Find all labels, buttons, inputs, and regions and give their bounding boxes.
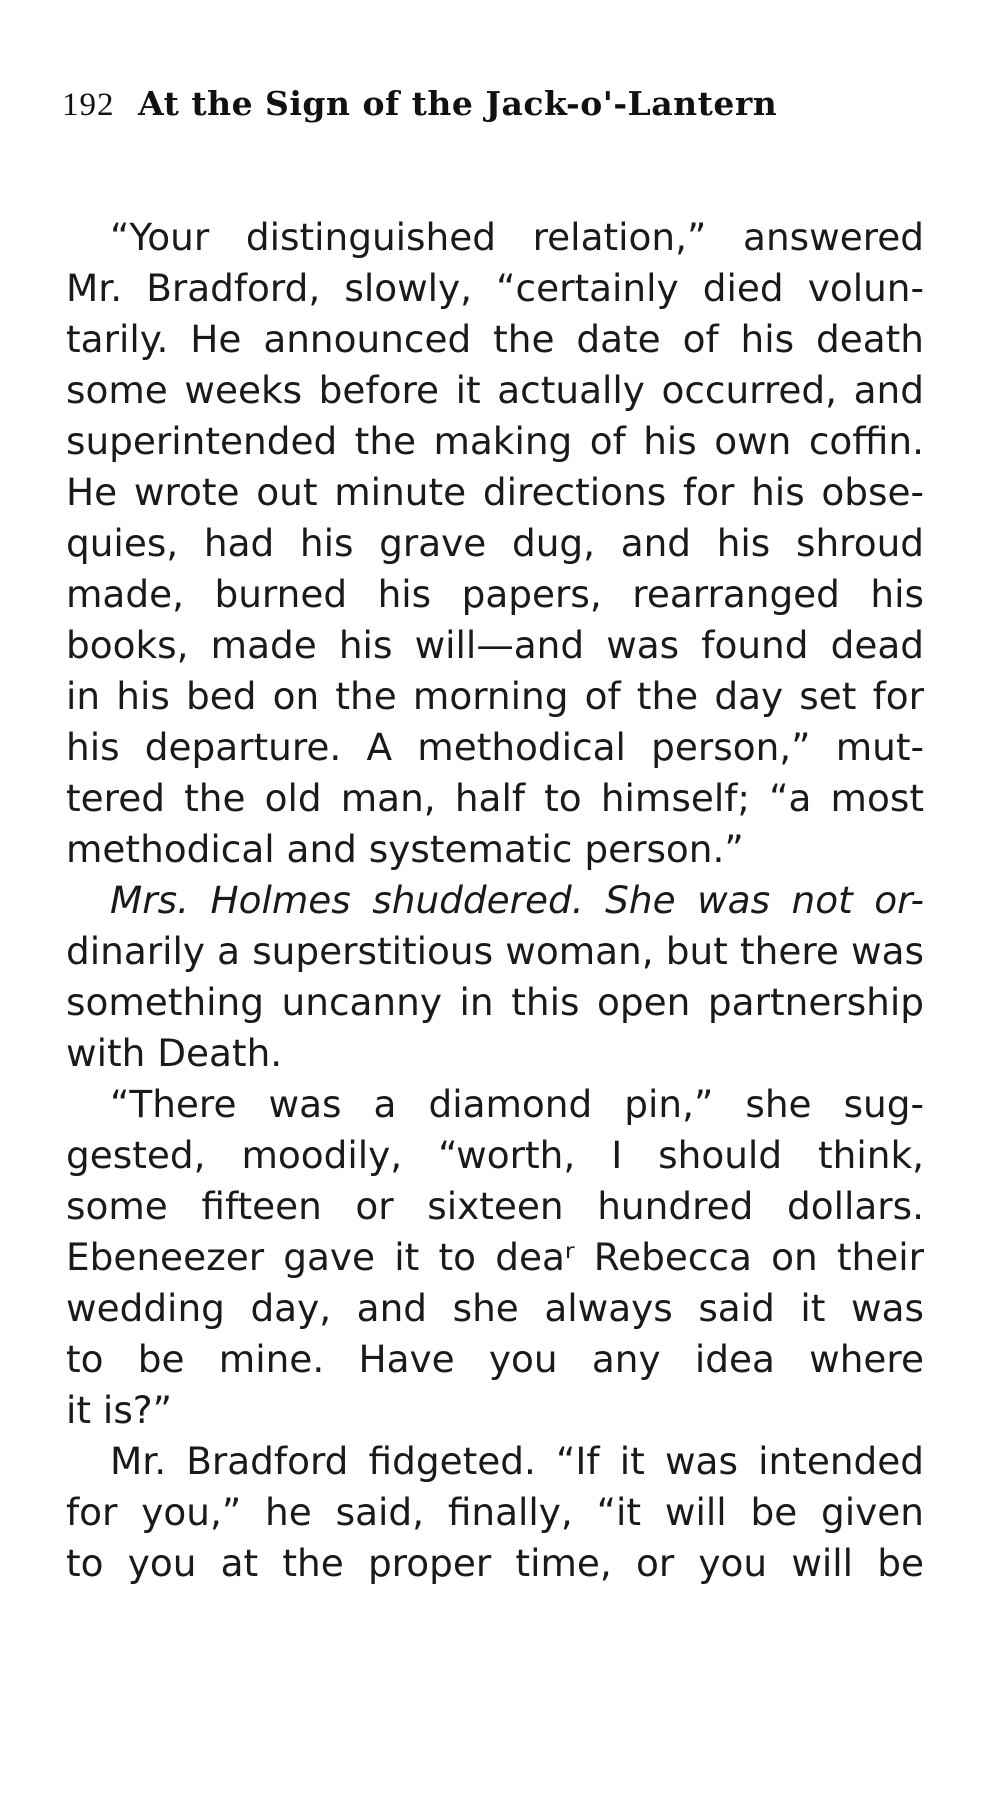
text-line: Ebeneezer gave it to deaʳ Rebecca on their (66, 1235, 924, 1279)
paragraph-1 (66, 212, 924, 875)
running-head (62, 84, 777, 134)
text-line: his departure. A methodical person,” mut- (66, 725, 924, 769)
text-line: “There was a diamond pin,” she sug- (110, 1082, 924, 1126)
paragraph-4 (66, 1436, 924, 1589)
text-line: some weeks before it actually occurred, and (66, 368, 924, 412)
text-line: Mr. Bradford fidgeted. “If it was intended (110, 1439, 924, 1483)
text-line: Mrs. Holmes shuddered. She was not or- (110, 878, 924, 922)
text-line: quies, had his grave dug, and his shroud (66, 521, 924, 565)
text-line: to be mine. Have you any idea where (66, 1337, 924, 1381)
text-line: tarily. He announced the date of his death (66, 317, 924, 361)
text-line: to you at the proper time, or you will be (66, 1541, 924, 1585)
text-line: with Death. (66, 1031, 283, 1075)
text-line: “Your distinguished relation,” answered (110, 215, 924, 259)
text-line: books, made his will—and was found dead (66, 623, 924, 667)
text-line: something uncanny in this open partnership (66, 980, 924, 1024)
paragraph-3 (66, 1079, 924, 1436)
text-line: some fifteen or sixteen hundred dollars. (66, 1184, 924, 1228)
text-line: dinarily a superstitious woman, but there was (66, 929, 924, 973)
page-number: 192 (62, 87, 115, 123)
text-line: gested, moodily, “worth, I should think, (66, 1133, 924, 1177)
text-line: in his bed on the morning of the day set for (66, 674, 924, 718)
text-line: tered the old man, half to himself; “a most (66, 776, 924, 820)
paragraph-2 (66, 875, 924, 1079)
text-line: for you,” he said, finally, “it will be given (66, 1490, 924, 1534)
running-title: At the Sign of the Jack-o'-Lantern (138, 84, 778, 123)
text-line: superintended the making of his own coffin. (66, 419, 924, 463)
text-line: He wrote out minute directions for his obse- (66, 470, 924, 514)
text-line: methodical and systematic person.” (66, 827, 744, 871)
text-line: Mr. Bradford, slowly, “certainly died volun- (66, 266, 924, 310)
text-line: wedding day, and she always said it was (66, 1286, 924, 1330)
text-line: made, burned his papers, rearranged his (66, 572, 924, 616)
body-text (66, 212, 924, 1589)
text-line: it is?” (66, 1388, 173, 1432)
